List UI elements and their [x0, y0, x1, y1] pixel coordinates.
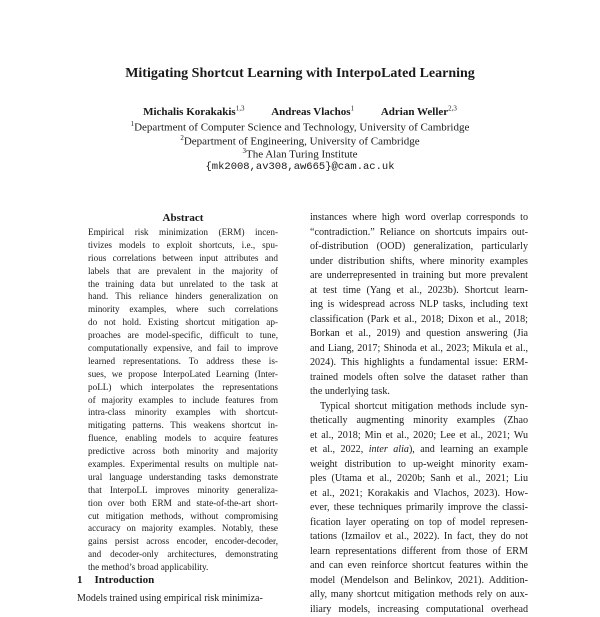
section-heading-introduction	[77, 574, 154, 586]
affiliation-marker: 3	[242, 147, 246, 155]
affiliation-text: Department of Computer Science and Technology, University of Cambridge	[134, 122, 469, 134]
body-text-line: “contradiction.” Reliance on shortcuts impairs out-	[310, 226, 528, 241]
affiliation-3	[0, 147, 600, 161]
body-text-line: et al., 2021; Korakakis and Vlachos, 2023). How-	[310, 487, 528, 502]
abstract-line: Empirical risk minimization (ERM) incen-	[88, 226, 278, 239]
abstract-line: ural language understanding tasks demonstrate	[88, 471, 278, 484]
abstract-line: predictive across both minority and majority	[88, 445, 278, 458]
abstract-line: do not hold. Existing shortcut mitigation ap-	[88, 316, 278, 329]
author-2	[271, 106, 354, 118]
abstract-line: sues, we propose InterpoLated Learning (Inter-	[88, 368, 278, 381]
abstract-heading: Abstract	[77, 212, 289, 224]
abstract-line: tivizes models to exploit shortcuts, i.e., spu-	[88, 239, 278, 252]
affiliation-marker: 1	[131, 120, 135, 128]
body-text-line: instances where high word overlap corresponds to	[310, 211, 528, 226]
author-name: Andreas Vlachos	[271, 106, 350, 118]
abstract-line: the training data but unrelated to the task at	[88, 278, 278, 291]
abstract-line: fluence, enabling models to acquire features	[88, 432, 278, 445]
body-text-line: under distribution shifts, where minority examples	[310, 255, 528, 270]
abstract-line: proaches are model-specific, difficult to tune,	[88, 329, 278, 342]
abstract-line: minority examples, where such correlations	[88, 303, 278, 316]
abstract-line: tion over both ERM and state-of-the-art short-	[88, 497, 278, 510]
affiliation-marker: 2	[180, 134, 184, 142]
body-text-line: ples (Utama et al., 2020b; Sanh et al., 2021; Liu	[310, 472, 528, 487]
affiliation-text: Department of Engineering, University of Cambridge	[184, 136, 420, 148]
body-text-line: learn representations different from those of ERM	[310, 545, 528, 560]
abstract-line: computationally expensive, and fail to improve	[88, 342, 278, 355]
abstract-line: poLL) which interpolates the representations	[88, 381, 278, 394]
abstract-line: labels that are prevalent in the majority of	[88, 265, 278, 278]
author-affiliation-marker: 1,3	[236, 104, 245, 112]
body-text-line: of-distribution (OOD) generalization, particularly	[310, 240, 528, 255]
body-text-line: et al., 2022, inter alia), and learning an example	[310, 443, 528, 458]
abstract-line: examples. Experimental results on multiple nat-	[88, 458, 278, 471]
abstract-line: mitigating patterns. This weakens shortcut in-	[88, 419, 278, 432]
body-text-line: ing is widespread across NLP tasks, including text	[310, 298, 528, 313]
body-text-line: fication layer operating on top of model represen-	[310, 516, 528, 531]
body-text-line: are underrepresented in training but more prevalent	[310, 269, 528, 284]
body-text-line: and can even reinforce shortcut features within the	[310, 559, 528, 574]
body-text-line: ever, these techniques primarily improve the classi-	[310, 501, 528, 516]
abstract-line: of majority examples to include features from	[88, 394, 278, 407]
body-text-line: at test time (Yang et al., 2023b). Shortcut learn-	[310, 284, 528, 299]
abstract-line: hand. This reliance hinders generalization on	[88, 290, 278, 303]
abstract-line: learned representations. To address these is-	[88, 355, 278, 368]
body-text-line: iliary models, increasing computational overhead	[310, 603, 528, 617]
body-text-line: Typical shortcut mitigation methods include syn-	[310, 400, 528, 415]
abstract-line: cut mitigation methods, without compromising	[88, 510, 278, 523]
body-text-line: ally, many shortcut mitigation methods rely on aux-	[310, 588, 528, 603]
affiliation-text: The Alan Turing Institute	[246, 149, 358, 161]
section-number: 1	[77, 574, 83, 586]
body-text-line: weight distribution to up-weight minority exam-	[310, 458, 528, 473]
abstract-line: gains persist across encoder, encoder-decoder,	[88, 535, 278, 548]
body-text-line: the underlying task.	[310, 385, 528, 400]
abstract-body	[88, 226, 278, 574]
author-affiliation-marker: 2,3	[448, 104, 457, 112]
right-column-text	[310, 211, 528, 617]
author-list	[0, 104, 600, 118]
abstract-line: the method’s broad applicability.	[88, 561, 278, 574]
body-text-line: classification (Park et al., 2018; Dixon et al., 2018;	[310, 313, 528, 328]
author-name: Michalis Korakakis	[143, 106, 236, 118]
abstract-line: rious correlations between input attributes and	[88, 252, 278, 265]
author-affiliation-marker: 1	[351, 104, 355, 112]
section-title: Introduction	[95, 574, 155, 586]
abstract-line: intra-class minority examples with shortcut-	[88, 406, 278, 419]
body-text-line: model (Mendelson and Belinkov, 2021). Addition-	[310, 574, 528, 589]
author-emails: {mk2008,av308,aw665}@cam.ac.uk	[0, 161, 600, 173]
body-text-line: tations (Izmailov et al., 2022). In fact, they do not	[310, 530, 528, 545]
body-text-line: and Liang, 2017; Shinoda et al., 2023; Mikula et al.,	[310, 342, 528, 357]
abstract-line: that InterpoLL improves minority generaliza-	[88, 484, 278, 497]
body-text-line: thetically augmenting minority examples (Zhao	[310, 414, 528, 429]
author-3	[381, 106, 457, 118]
introduction-first-line: Models trained using empirical risk minimiza-	[77, 593, 289, 605]
abstract-line: and decoder-only architectures, demonstrating	[88, 548, 278, 561]
body-text-line: trained models often solve the dataset rather than	[310, 371, 528, 386]
body-text-line: Borkan et al., 2019) and question answering (Jia	[310, 327, 528, 342]
abstract-line: accuracy on majority examples. Notably, these	[88, 522, 278, 535]
body-text-line: et al., 2018; Min et al., 2020; Lee et al., 2021; Wu	[310, 429, 528, 444]
author-1	[143, 106, 244, 118]
affiliation-2	[0, 134, 600, 148]
author-name: Adrian Weller	[381, 106, 448, 118]
paper-title: Mitigating Shortcut Learning with InterpoLated Learning	[0, 66, 600, 82]
body-text-line: 2024). This highlights a fundamental issue: ERM-	[310, 356, 528, 371]
affiliation-1	[0, 120, 600, 134]
